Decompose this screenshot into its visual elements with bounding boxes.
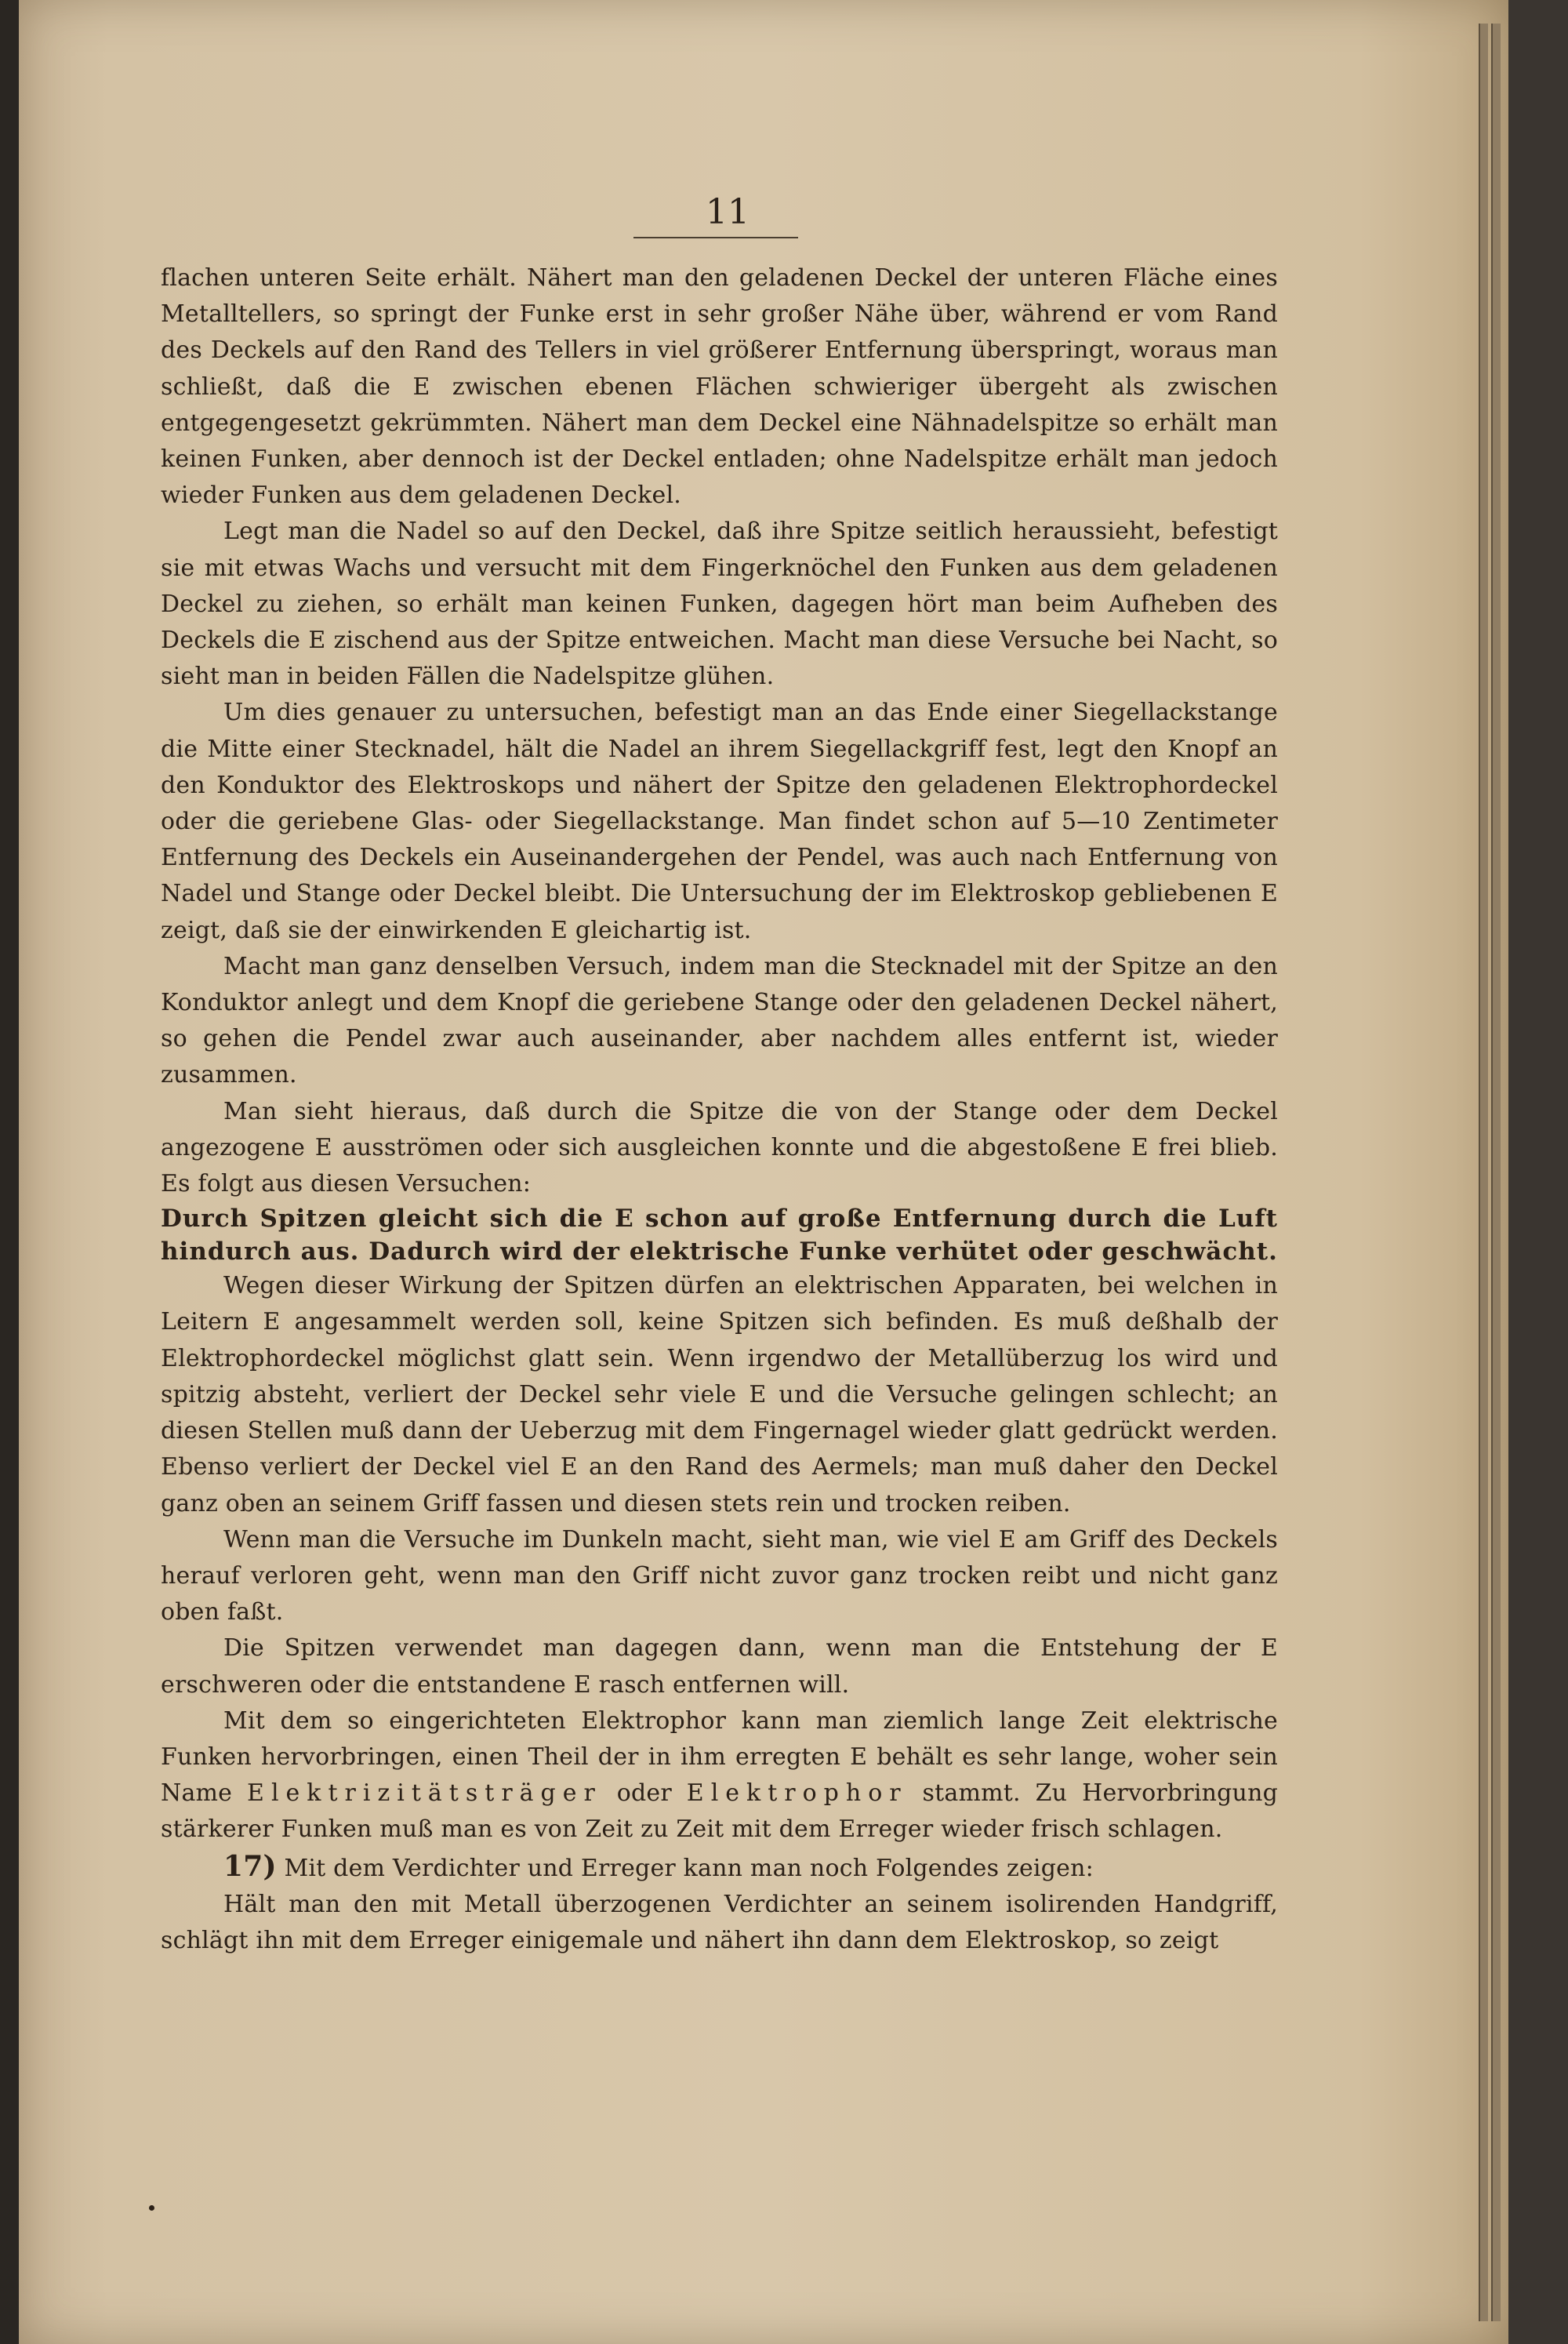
page-edge [1479, 24, 1488, 2321]
body-text [161, 260, 1278, 1959]
paragraph: Macht man ganz denselben Versuch, indem man die Stecknadel mit der Spitze an den Konduktor anlegt und dem Knopf die geriebene Stange oder den geladenen Deckel nähert, so gehen die Pendel zwar auch auseinander, aber nachdem alles entfernt ist, wieder zusammen. [161, 952, 1278, 1089]
page-number: 11 [706, 192, 750, 232]
ink-dot [149, 2205, 154, 2211]
paragraph [161, 1703, 1278, 1848]
paragraph: flachen unteren Seite erhält. Nähert man den geladenen Deckel der unteren Fläche eines Metalltellers, so springt der Funke erst in sehr großer Nähe über, während er vom Rand des Deckels auf den Rand des Tellers in viel größerer Entfernung überspringt, woraus man schließt, daß die E zwischen ebenen Flächen schwieriger übergeht als zwischen entgegengesetzt gekrümmten. Nähert man dem Deckel eine Nähnadelspitze so erhält man keinen Funken, aber dennoch ist der Deckel entladen; ohne Nadelspitze erhält man jedoch wieder Funken aus dem geladenen Deckel. [161, 264, 1278, 510]
paragraph-text: oder [601, 1779, 687, 1808]
paragraph-text: stammt. Zu Hervorbringung stärkerer Funken muß man es von Zeit zu Zeit mit dem Erreger wieder frisch schlagen. [161, 1779, 1279, 1844]
paragraph [161, 1848, 1278, 1887]
section-number: 17) [223, 1849, 277, 1883]
paragraph: Wenn man die Versuche im Dunkeln macht, sieht man, wie viel E am Griff des Deckels herauf verloren geht, wenn man den Griff nicht zuvor ganz trocken reibt und nicht ganz oben faßt. [161, 1525, 1278, 1626]
book-binding [0, 0, 19, 2344]
spaced-term: Elektrizitätsträger [247, 1779, 602, 1808]
page-number-rule [633, 237, 798, 238]
spaced-term: Elektrophor [686, 1779, 908, 1808]
paragraph: Die Spitzen verwendet man dagegen dann, wenn man die Entstehung der E erschweren oder die entstandene E rasch entfernen will. [161, 1634, 1278, 1699]
paragraph: Man sieht hieraus, daß durch die Spitze die von der Stange oder dem Deckel angezogene E ausströmen oder sich ausgleichen konnte und die abgestoßene E frei blieb. Es folgt aus diesen Versuchen: [161, 1097, 1278, 1198]
paragraph-text: Mit dem Verdichter und Erreger kann man noch Folgendes zeigen: [276, 1854, 1094, 1882]
paragraph: Hält man den mit Metall überzogenen Verdichter an seinem isolirenden Handgriff, schlägt ihn mit dem Erreger einigemale und nähert ihn dann dem Elektroskop, so zeigt [161, 1890, 1278, 1954]
paragraph: Um dies genauer zu untersuchen, befestigt man an das Ende einer Siegellackstange die Mitte einer Stecknadel, hält die Nadel an ihrem Siegellackgriff fest, legt den Knopf an den Konduktor des Elektroskops und nähert der Spitze den geladenen Elektrophordeckel oder die geriebene Glas- oder Siegellackstange. Man findet schon auf 5—10 Zentimeter Entfernung des Deckels ein Auseinandergehen der Pendel, was auch nach Entfernung von Nadel und Stange oder Deckel bleibt. Die Untersuchung der im Elektroskop gebliebenen E zeigt, daß sie der einwirkenden E gleichartig ist. [161, 699, 1278, 944]
paragraph: Wegen dieser Wirkung der Spitzen dürfen an elektrischen Apparaten, bei welchen in Leitern E angesammelt werden soll, keine Spitzen sich befinden. Es muß deßhalb der Elektrophordeckel möglichst glatt sein. Wenn irgendwo der Metallüberzug los wird und spitzig absteht, verliert der Deckel sehr viele E und die Versuche gelingen schlecht; an diesen Stellen muß dann der Ueberzug mit dem Fingernagel wieder glatt gedrückt werden. Ebenso verliert der Deckel viel E an den Rand des Aermels; man muß daher den Deckel ganz oben an seinem Griff fassen und diesen stets rein und trocken reiben. [161, 1272, 1278, 1517]
bold-statement: Durch Spitzen gleicht sich die E schon auf große Entfernung durch die Luft hindurch aus. Dadurch wird der elektrische Funke verhütet oder geschwächt. [161, 1205, 1278, 1266]
page-edge [1491, 24, 1501, 2321]
paragraph: Legt man die Nadel so auf den Deckel, daß ihre Spitze seitlich heraussieht, befestigt sie mit etwas Wachs und versucht mit dem Fingerknöchel den Funken aus dem geladenen Deckel zu ziehen, so erhält man keinen Funken, dagegen hört man beim Aufheben des Deckels die E zischend aus der Spitze entweichen. Macht man diese Versuche bei Nacht, so sieht man in beiden Fällen die Nadelspitze glühen. [161, 518, 1278, 691]
paragraph-text: Mit dem so eingerichteten Elektrophor kann man ziemlich lange Zeit elektrische Funken hervorbringen, einen Theil der in ihm erregten E behält es sehr lange, woher sein Name [161, 1706, 1278, 1808]
